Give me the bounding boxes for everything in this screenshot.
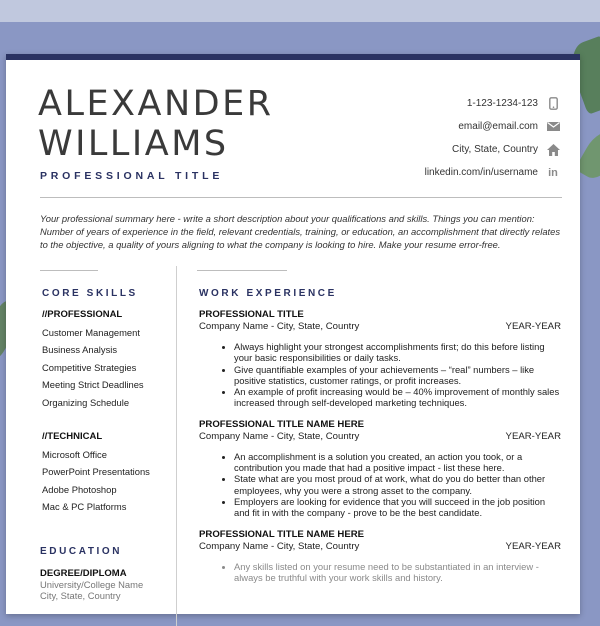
job-bullets (199, 451, 561, 519)
skill-item: Business Analysis (42, 344, 118, 355)
job-title: PROFESSIONAL TITLE NAME HERE (199, 418, 365, 430)
job-bullets (199, 341, 561, 409)
school-location: City, State, Country (40, 590, 121, 601)
linkedin-icon: in (548, 166, 558, 179)
location-text: City, State, Country (452, 144, 538, 155)
job-entry (199, 419, 561, 519)
candidate-name (38, 84, 274, 164)
header-divider (40, 197, 562, 198)
contact-location (425, 138, 560, 161)
job-title: PROFESSIONAL TITLE (199, 309, 304, 320)
column-separator (176, 266, 177, 626)
education-entry (40, 568, 143, 601)
professional-summary: Your professional summary here - write a short description about your qualifications and skills. Things you can mention: Number of years of experience in the field, relevant credentials, training, or education, an accomplishment that directly relates to the objective, a quality of yours aligning to what the company is looking to hire. Make your resume error-free. (40, 213, 561, 251)
company-name: Company Name - City, State, Country (199, 540, 360, 552)
skill-item: Adobe Photoshop (42, 483, 117, 495)
job-meta (199, 541, 561, 553)
job-title: PROFESSIONAL TITLE NAME HERE (199, 528, 365, 540)
skill-group-technical (42, 428, 150, 516)
job-bullet: • Any skills listed on your resume need to be substantiated in an interview - always be truthful with your work skills and history. (234, 561, 561, 584)
first-name: ALEXANDER (38, 84, 274, 124)
skill-group-title: //PROFESSIONAL (42, 309, 123, 320)
work-experience-heading: WORK EXPERIENCE (199, 288, 337, 299)
skill-item: Competitive Strategies (42, 361, 137, 373)
contact-email (425, 115, 560, 138)
job-bullets (199, 561, 561, 584)
contact-block (425, 92, 560, 184)
skill-item: Microsoft Office (42, 448, 107, 460)
job-bullet: • An example of profit increasing would be – 40% improvement of monthly sales increased through self-developed marketing techniques. (234, 386, 561, 409)
job-meta (199, 321, 561, 333)
phone-icon (546, 97, 560, 110)
job-bullet: • Employers are looking for evidence that you will succeed in the job position and fit in with the company - prove to be the best candidate. (234, 496, 561, 519)
phone-text: 1-123-1234-123 (466, 98, 538, 109)
skill-group-professional (42, 306, 144, 411)
job-years: YEAR-YEAR (505, 430, 561, 442)
core-skills-heading: CORE SKILLS (42, 288, 138, 299)
linkedin-text: linkedin.com/in/username (424, 167, 538, 178)
skill-group-title: //TECHNICAL (42, 431, 103, 442)
work-experience-list (199, 309, 561, 593)
skill-item: Organizing Schedule (42, 396, 130, 408)
skill-item: Customer Management (42, 326, 140, 338)
company-name: Company Name - City, State, Country (199, 321, 360, 332)
background-top-band (0, 0, 600, 22)
right-column-divider (197, 270, 287, 271)
job-entry (199, 309, 561, 409)
job-years: YEAR-YEAR (505, 321, 561, 332)
degree: DEGREE/DIPLOMA (40, 568, 127, 579)
skill-item: Mac & PC Platforms (42, 501, 127, 512)
envelope-icon (546, 122, 560, 131)
skill-item: Meeting Strict Deadlines (42, 379, 144, 390)
contact-linkedin (425, 161, 560, 184)
job-bullet: • Always highlight your strongest accomplishments first; do this before listing your basic responsibilities or daily tasks. (234, 341, 561, 364)
top-accent-bar (6, 54, 580, 60)
contact-phone (425, 92, 560, 115)
professional-title: PROFESSIONAL TITLE (40, 170, 224, 182)
resume-page (6, 54, 580, 614)
job-bullet: • An accomplishment is a solution you created, an action you took, or a contribution you made that had a positive impact - list these here. (234, 451, 561, 474)
job-entry (199, 529, 561, 584)
left-column-divider (40, 270, 98, 271)
education-heading: EDUCATION (40, 546, 123, 557)
job-bullet: • Give quantifiable examples of your achievements – “real” numbers – like positive statistics, customer ratings, or profit increases. (234, 364, 561, 387)
home-icon (546, 144, 560, 156)
skill-item: PowerPoint Presentations (42, 466, 150, 477)
job-years: YEAR-YEAR (505, 540, 561, 552)
email-text: email@email.com (458, 121, 538, 132)
last-name: WILLIAMS (38, 124, 229, 164)
job-bullet: • State what are you most proud of at work, what do you do better than other employees, why you were a strong asset to the company. (234, 473, 561, 496)
school-name: University/College Name (40, 579, 144, 590)
job-meta (199, 431, 561, 443)
company-name: Company Name - City, State, Country (199, 430, 360, 442)
